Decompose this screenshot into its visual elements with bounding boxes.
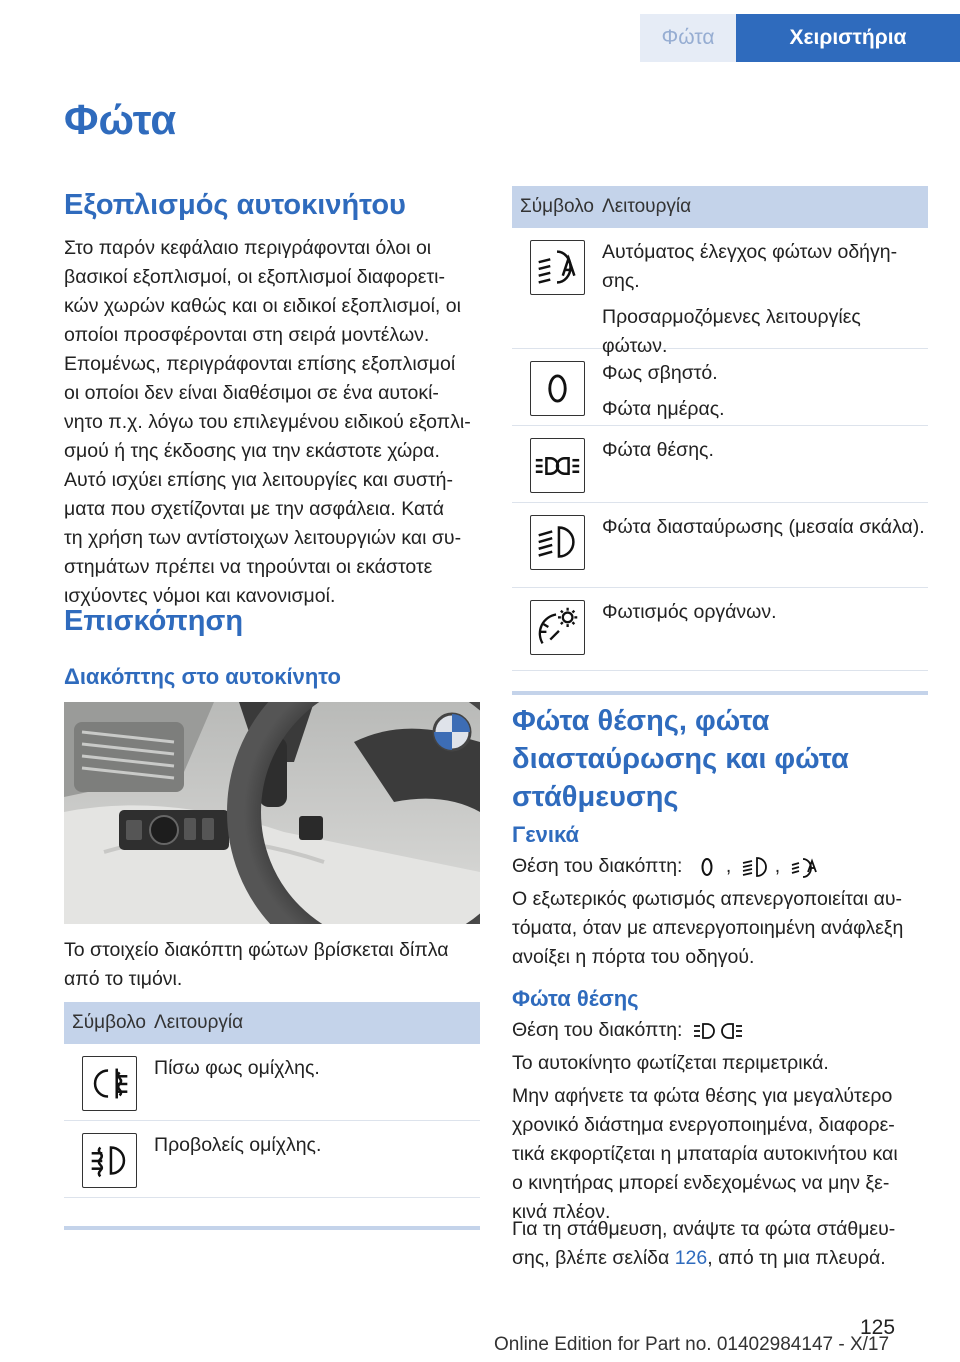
edition-footer: Online Edition for Part no. 01402984147 - X/17 xyxy=(494,1334,890,1355)
general-switch-position: Θέση του διακόπτη: , , xyxy=(512,852,932,881)
front-fog-light-icon xyxy=(82,1133,137,1188)
photo-caption: Το στοιχείο διακόπτη φώτων βρίσκεται δίπλα από το τιμόνι. xyxy=(64,939,449,990)
parking-lights-text: Το αυτοκίνητο φωτίζεται περιμετρικά. xyxy=(512,1052,829,1074)
page-number: 125 xyxy=(860,1316,896,1339)
function-text: Φώτα διασταύρωσης (μεσαία σκάλα). xyxy=(602,516,925,538)
parking-lights-icon xyxy=(692,1019,744,1043)
function-text: Προσαρμοζόμενες λειτουργίες φώτων. xyxy=(602,306,861,357)
lights-off-icon xyxy=(530,361,585,416)
light-switch-photo xyxy=(64,702,480,924)
equipment-heading: Εξοπλισμός αυτοκινήτου xyxy=(64,189,406,221)
general-heading: Γενικά xyxy=(512,822,580,847)
col-function-header: Λειτουργία xyxy=(154,1012,244,1033)
col-function-header: Λειτουργία xyxy=(602,196,692,217)
table-header xyxy=(512,186,928,228)
equipment-text: Στο παρόν κεφάλαιο περιγράφονται όλοι οι βασικοί εξοπλισμοί, οι εξοπλισμοί διαφορετι- κών χωρών καθώς και οι ειδικοί εξοπλισμοί, οι οποίοι προσφέρονται στη σειρά μοντέλων. Επομένως, περιγράφονται επίσης εξοπλισμοί οι οποίοι δεν είναι διαθέσιμοι σε ένα αυτοκί- νητο π.χ. λόγω του επιλεγμένου ειδικού εξοπλι- σμού ή της έκδοσης για την εκάστοτε χώρα. Αυτό ισχύει επίσης για λειτουργίες και συστή- ματα που σχετίζονται με την ασφάλεια. Κατά τη χρήση των αντίστοιχων λειτουργιών και συ- στημάτων πρέπει να τηρούνται οι εκάστοτε ισχύοντες νόμοι και κανονισμοί. xyxy=(64,237,471,607)
function-text: Φως σβηστό. xyxy=(602,362,718,384)
function-text: Φωτισμός οργάνων. xyxy=(602,601,777,623)
fog-lights-table xyxy=(64,1002,480,1230)
header-tab-controls[interactable]: Χειριστήρια xyxy=(736,14,960,62)
table-row xyxy=(512,503,928,588)
table-row xyxy=(64,1121,480,1198)
table-end-rule xyxy=(512,691,928,695)
low-beam-icon xyxy=(741,855,771,879)
function-text: Πίσω φως ομίχλης. xyxy=(154,1057,320,1079)
parking-lights-warning: Μην αφήνετε τα φώτα θέσης για μεγαλύτερο χρονικό διάστημα ενεργοποιημένα, διαφορε- τικά εκφορτίζεται η μπαταρία αυτοκινήτου και ο κινητήρας μπορεί ενδεχομένως να μην ξε- κινά πλέον. xyxy=(512,1085,898,1223)
instrument-lighting-icon xyxy=(530,600,585,655)
switch-subheading: Διακόπτης στο αυτοκίνητο xyxy=(64,664,341,689)
lights-off-icon xyxy=(692,855,722,879)
auto-headlight-icon xyxy=(530,240,585,295)
col-symbol-header: Σύμβολο xyxy=(72,1012,146,1033)
table-header xyxy=(64,1002,480,1044)
table-row xyxy=(64,1044,480,1121)
parking-switch-position: Θέση του διακόπτη: xyxy=(512,1016,932,1045)
function-text: Φώτα θέσης. xyxy=(602,439,714,461)
table-end-rule xyxy=(64,1226,480,1230)
function-text: Αυτόματος έλεγχος φώτων οδήγη-σης. xyxy=(602,241,898,292)
rear-fog-light-icon xyxy=(82,1056,137,1111)
function-text: Προβολείς ομίχλης. xyxy=(154,1134,322,1156)
chapter-title: Φώτα xyxy=(64,96,177,143)
table-row xyxy=(512,426,928,503)
section-heading: Φώτα θέσης, φώτα διασταύρωσης και φώτα στάθμευσης xyxy=(512,705,849,813)
auto-headlight-icon xyxy=(790,855,820,879)
light-switch-table xyxy=(512,186,928,695)
table-row xyxy=(512,228,928,357)
general-text: Ο εξωτερικός φωτισμός απενεργοποιείται αυ- τόματα, όταν με απενεργοποιημένη ανάφλεξη ανοίξει η πόρτα του οδηγού. xyxy=(512,888,904,968)
col-symbol-header: Σύμβολο xyxy=(520,196,594,217)
function-text: Φώτα ημέρας. xyxy=(602,398,725,420)
table-row xyxy=(512,588,928,671)
overview-heading: Επισκόπηση xyxy=(64,605,244,637)
parking-text: Για τη στάθμευση, ανάψτε τα φώτα στάθμευ- σης, βλέπε σελίδα 126, από τη μια πλευρά. xyxy=(512,1218,896,1269)
parking-lights-icon xyxy=(530,438,585,493)
header-tab-lights[interactable]: Φώτα xyxy=(640,14,736,62)
page-link-126[interactable]: 126 xyxy=(674,1247,708,1269)
parking-lights-heading: Φώτα θέσης xyxy=(512,986,639,1011)
low-beam-icon xyxy=(530,515,585,570)
